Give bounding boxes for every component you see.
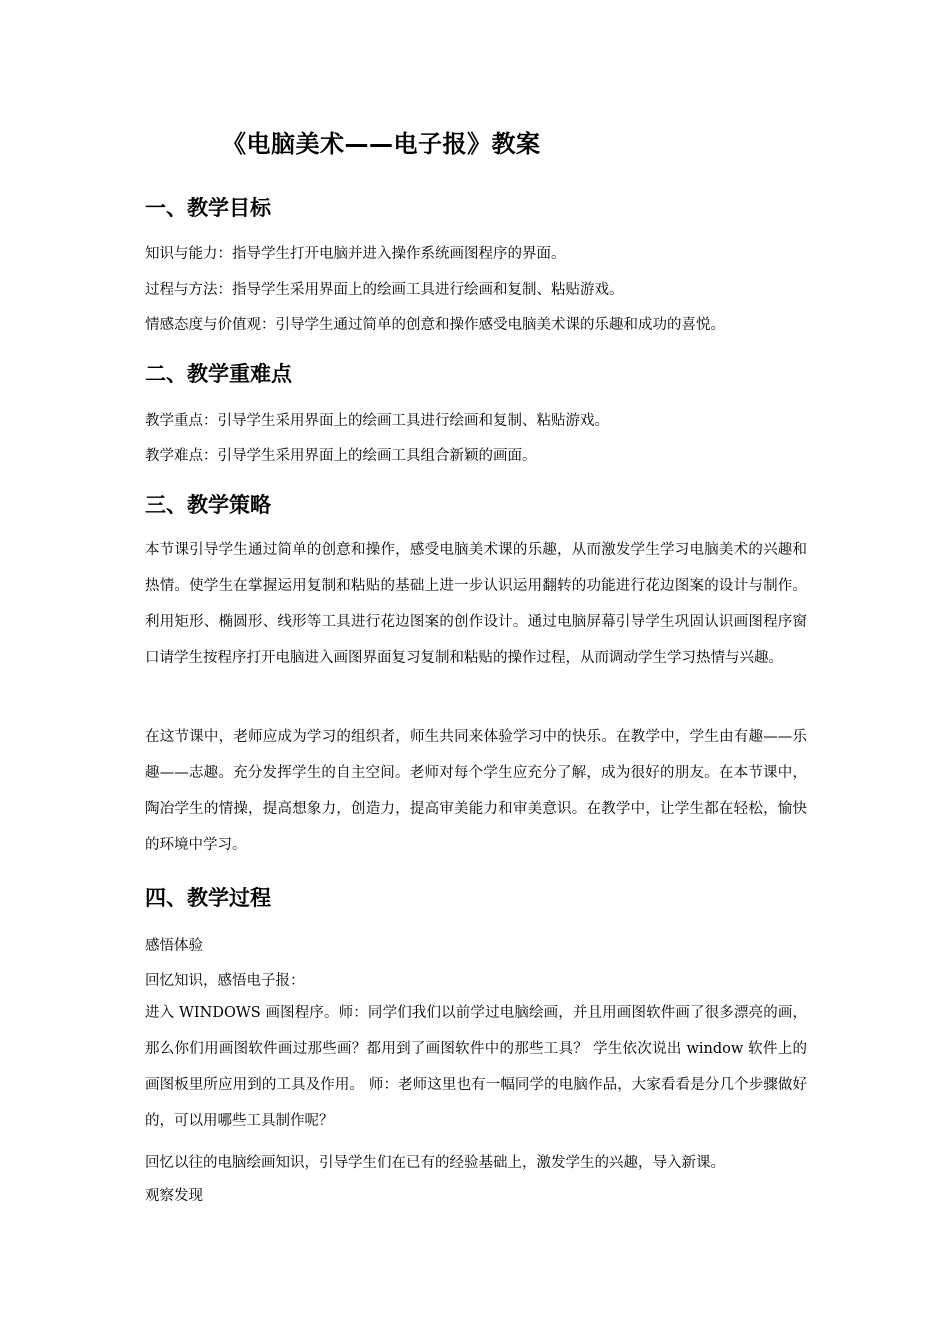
objective-process: 过程与方法：指导学生采用界面上的绘画工具进行绘画和复制、粘贴游戏。 — [145, 282, 624, 298]
objective-knowledge: 知识与能力：指导学生打开电脑并进入操作系统画图程序的界面。 — [145, 246, 566, 262]
key-point: 教学重点：引导学生采用界面上的绘画工具进行绘画和复制、粘贴游戏。 — [145, 413, 609, 429]
objective-emotion: 情感态度与价值观：引导学生通过简单的创意和操作感受电脑美术课的乐趣和成功的喜悦。 — [145, 317, 725, 333]
document-title: 《电脑美术——电子报》教案 — [222, 130, 541, 158]
process-subheading-observe: 观察发现 — [145, 1188, 203, 1204]
strategy-paragraph-2: 在这节课中，老师应成为学习的组织者，师生共同来体验学习中的快乐。在教学中，学生由有趣——乐趣——志趣。充分发挥学生的自主空间。老师对每个学生应充分了解，成为很好的朋友。在本节课中，陶冶学生的情操，提高想象力，创造力，提高审美能力和审美意识。在教学中，让学生都在轻松，愉快的环境中学习。 — [145, 729, 807, 853]
process-recall-summary: 回忆以往的电脑绘画知识，引导学生们在已有的经验基础上，激发学生的兴趣，导入新课。 — [145, 1155, 725, 1171]
section-heading-key-points: 二、教学重难点 — [145, 362, 292, 386]
process-paragraph-1: 进入 WINDOWS 画图程序。师：同学们我们以前学过电脑绘画，并且用画图软件画了很多漂亮的画，那么你们用画图软件画过那些画？都用到了画图软件中的那些工具？ 学生依次说出 window 软件上的画图板里所应用到的工具及作用。 师：老师这里也有一幅同学的电脑作品，大家看看是分几个步骤做好的，可以用哪些工具制作呢？ — [145, 1005, 807, 1129]
strategy-paragraph-1: 本节课引导学生通过简单的创意和操作，感受电脑美术课的乐趣，从而激发学生学习电脑美术的兴趣和热情。使学生在掌握运用复制和粘贴的基础上进一步认识运用翻转的功能进行花边图案的设计与制作。利用矩形、椭圆形、线形等工具进行花边图案的创作设计。通过电脑屏幕引导学生巩固认识画图程序窗口请学生按程序打开电脑进入画图界面复习复制和粘贴的操作过程，从而调动学生学习热情与兴趣。 — [145, 542, 807, 666]
process-subheading-experience: 感悟体验 — [145, 938, 203, 954]
process-recall-label: 回忆知识，感悟电子报： — [145, 973, 305, 989]
section-heading-process: 四、教学过程 — [145, 886, 271, 910]
difficult-point: 教学难点：引导学生采用界面上的绘画工具组合新颖的画面。 — [145, 448, 537, 464]
section-heading-strategy: 三、教学策略 — [145, 493, 271, 517]
section-heading-objectives: 一、教学目标 — [145, 196, 271, 220]
